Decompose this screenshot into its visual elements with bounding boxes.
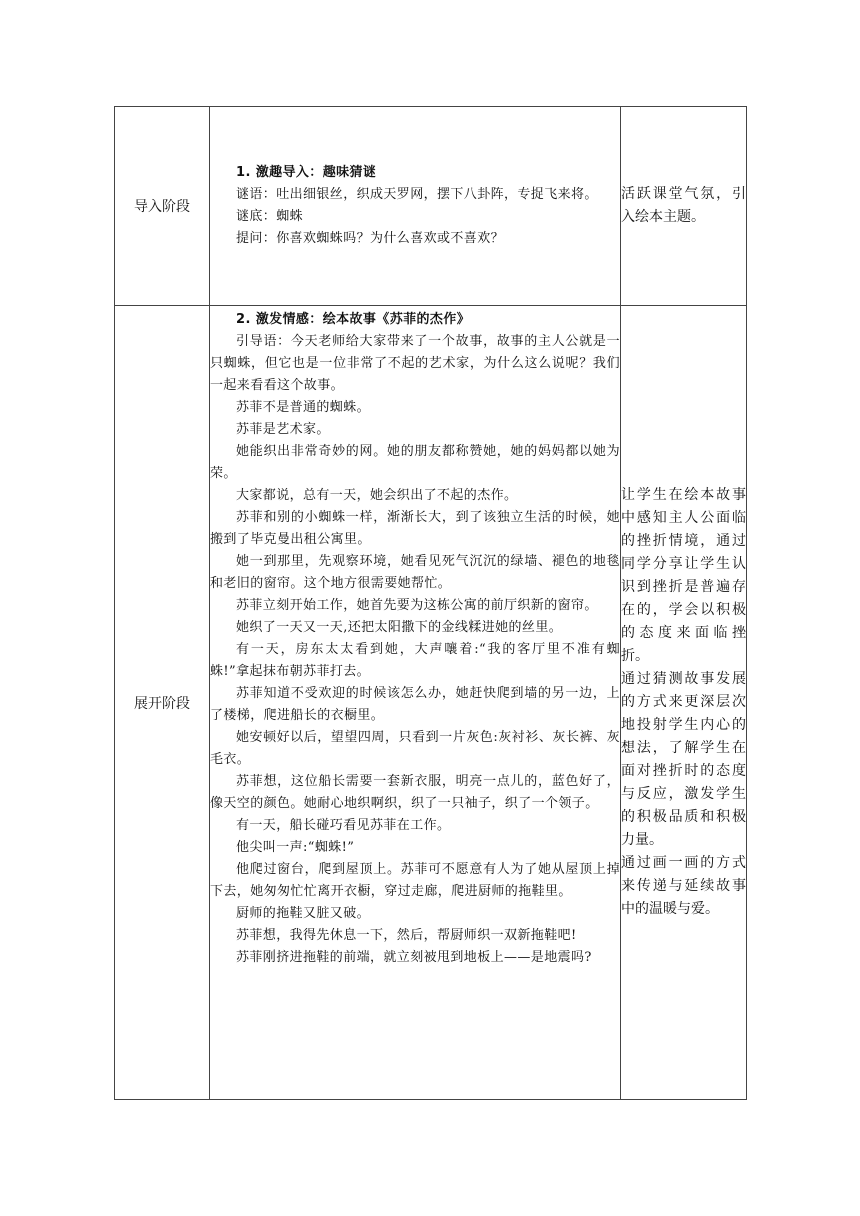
- paragraph: 苏菲想，我得先休息一下，然后，帮厨师织一双新拖鞋吧!: [236, 928, 577, 943]
- paragraph: 有一天，房东太太看到她，大声嚷着:“我的客厅里不准有蜘蛛!”拿起抹布朝苏菲打去。: [210, 642, 620, 679]
- paragraph: 苏菲刚挤进拖鞋的前端，就立刻被甩到地板上——是地震吗?: [236, 950, 592, 965]
- paragraph: 苏菲知道不受欢迎的时候该怎么办，她赶快爬到墙的另一边，上了楼梯，爬进船长的衣橱里。: [210, 686, 620, 723]
- paragraph: 引导语：今天老师给大家带来了一个故事，故事的主人公就是一只蜘蛛，但它也是一位非常了不起的艺术家，为什么这么说呢？我们一起来看看这个故事。: [210, 334, 620, 393]
- paragraph: 苏菲和别的小蜘蛛一样，渐渐长大，到了该独立生活的时候，她搬到了毕克曼出租公寓里。: [210, 510, 620, 547]
- purpose-cell: [621, 107, 747, 306]
- purpose-text: 让学生在绘本故事中感知主人公面临的挫折情境，通过同学分享让学生认识到挫折是普遍存在的，学会以积极的态度来面临挫折。: [621, 487, 746, 664]
- paragraph: 谜语：吐出细银丝，织成天罗网，摆下八卦阵，专捉飞来将。: [236, 187, 598, 202]
- paragraph: 苏菲立刻开始工作，她首先要为这栋公寓的前厅织新的窗帘。: [236, 598, 598, 613]
- purpose-cell: [621, 306, 747, 1100]
- paragraph: 她安顿好以后，望望四周，只看到一片灰色:灰衬衫、灰长裤、灰毛衣。: [210, 730, 620, 767]
- section-heading: 2. 激发情感：绘本故事《苏菲的杰作》: [236, 312, 471, 327]
- paragraph: 厨师的拖鞋又脏又破。: [236, 906, 371, 921]
- paragraph: 苏菲是艺术家。: [236, 422, 330, 437]
- content-cell: [210, 306, 621, 1100]
- purpose-text: 通过画一画的方式来传递与延续故事中的温暖与爱。: [621, 855, 746, 917]
- paragraph: 他尖叫一声:“蜘蛛!”: [236, 840, 355, 855]
- paragraph: 她能织出非常奇妙的网。她的朋友都称赞她，她的妈妈都以她为荣。: [210, 444, 620, 481]
- paragraph: 有一天，船长碰巧看见苏菲在工作。: [236, 818, 451, 833]
- stage-label: 导入阶段: [134, 199, 190, 215]
- paragraph: 她一到那里，先观察环境，她看见死气沉沉的绿墙、褪色的地毯和老旧的窗帘。这个地方很需要她帮忙。: [210, 554, 620, 591]
- paragraph: 苏菲想，这位船长需要一套新衣服，明亮一点儿的，蓝色好了，像天空的颜色。她耐心地织啊织，织了一只袖子，织了一个领子。: [210, 774, 620, 811]
- paragraph: 提问：你喜欢蜘蛛吗？为什么喜欢或不喜欢？: [236, 231, 505, 246]
- section-heading: 1. 激趣导入：趣味猜谜: [236, 165, 377, 180]
- paragraph: 大家都说，总有一天，她会织出了不起的杰作。: [236, 488, 518, 503]
- paragraph: 他爬过窗台，爬到屋顶上。苏菲可不愿意有人为了她从屋顶上掉下去，她匆匆忙忙离开衣橱，穿过走廊，爬进厨师的拖鞋里。: [210, 862, 620, 899]
- lesson-plan-table: [114, 106, 747, 1100]
- purpose-text: 活跃课堂气氛，引入绘本主题。: [621, 186, 746, 225]
- paragraph: 谜底：蜘蛛: [236, 209, 304, 224]
- stage-cell: [115, 107, 210, 306]
- paragraph: 她织了一天又一天,还把太阳撒下的金线糅进她的丝里。: [236, 620, 563, 635]
- content-cell: [210, 107, 621, 306]
- table-row: [115, 306, 747, 1100]
- purpose-text: 通过猜测故事发展的方式来更深层次地投射学生内心的想法，了解学生在面对挫折时的态度与反应，激发学生的积极品质和积极力量。: [621, 671, 746, 848]
- stage-label: 展开阶段: [134, 695, 190, 712]
- table-row: [115, 107, 747, 306]
- paragraph: 苏菲不是普通的蜘蛛。: [236, 400, 371, 415]
- stage-cell: [115, 306, 210, 1100]
